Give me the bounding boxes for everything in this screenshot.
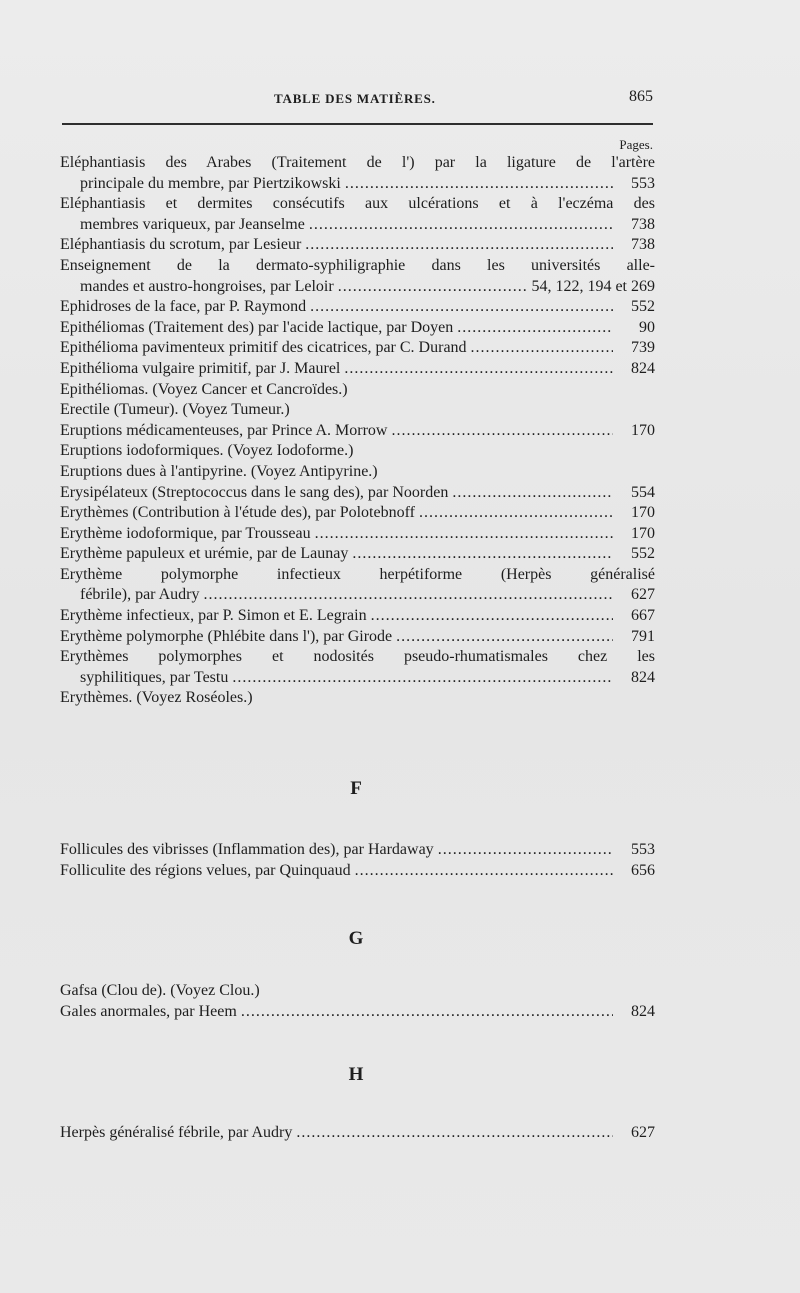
index-section — [60, 1123, 655, 1144]
dot-leader — [355, 861, 613, 882]
dot-leader — [296, 1123, 613, 1144]
entry-line — [60, 338, 655, 359]
index-entry — [60, 421, 655, 442]
entry-line — [60, 668, 655, 689]
pages-column-label: Pages. — [619, 137, 653, 152]
entry-line — [60, 688, 655, 709]
dot-leader — [204, 585, 613, 606]
entry-page-number: 667 — [631, 607, 655, 625]
entry-line — [60, 400, 655, 421]
index-entry — [60, 1002, 655, 1023]
entry-page-number: 170 — [631, 524, 655, 542]
entry-page-number: 824 — [631, 668, 655, 686]
entry-line — [60, 441, 655, 462]
entry-page-number: 824 — [631, 1002, 655, 1020]
entry-text: Ephidroses de la face, par P. Raymond — [60, 298, 307, 316]
index-entry — [60, 462, 655, 483]
entry-text: mandes et austro-hongroises, par Leloir — [80, 277, 334, 295]
entry-page-number: 656 — [631, 861, 655, 879]
entry-line — [60, 483, 655, 504]
index-entry — [60, 359, 655, 380]
entry-line — [60, 174, 655, 195]
entry-text: Erectile (Tumeur). (Voyez Tumeur.) — [60, 401, 290, 419]
index-entry — [60, 606, 655, 627]
index-section — [60, 840, 655, 881]
entry-text: Erythème infectieux, par P. Simon et E. Legrain — [60, 607, 367, 625]
index-entry — [60, 338, 655, 359]
entry-line — [60, 1123, 655, 1144]
dot-leader — [309, 215, 613, 236]
entry-page-number: 824 — [631, 359, 655, 377]
entry-line — [60, 277, 655, 298]
dot-leader — [457, 318, 613, 339]
entry-text: Gafsa (Clou de). (Voyez Clou.) — [60, 982, 260, 999]
dot-leader — [315, 524, 613, 545]
dot-leader — [438, 840, 613, 861]
running-title: TABLE DES MATIÈRES. — [274, 91, 436, 106]
entry-text: Erythème iodoformique, par Trousseau — [60, 524, 311, 542]
entry-line — [60, 215, 655, 236]
entry-page-number: 627 — [631, 1124, 655, 1141]
entry-text: Erythèmes (Contribution à l'étude des), par Polotebnoff — [60, 504, 415, 522]
entry-line — [60, 503, 655, 524]
entry-text: Herpès généralisé fébrile, par Audry — [60, 1124, 293, 1141]
index-entry — [60, 861, 655, 882]
section-letter-g: G — [348, 928, 364, 949]
entry-text: Enseignement de la dermato-syphiligraphie dans les universités alle- — [60, 256, 655, 274]
entry-page-number: 627 — [631, 586, 655, 604]
entry-page-number: 791 — [631, 627, 655, 645]
entry-line — [60, 318, 655, 339]
entry-line — [60, 840, 655, 861]
index-entry — [60, 153, 655, 194]
dot-leader — [396, 627, 613, 648]
entry-text: Erythème papuleux et urémie, par de Launay — [60, 545, 349, 563]
dot-leader — [452, 483, 613, 504]
index-entry — [60, 380, 655, 401]
entry-line — [60, 544, 655, 565]
dot-leader — [305, 235, 613, 256]
index-section — [60, 153, 655, 709]
entry-line — [60, 421, 655, 442]
index-entry — [60, 400, 655, 421]
index-entry — [60, 688, 655, 709]
index-entry — [60, 627, 655, 648]
dot-leader — [352, 544, 613, 565]
dot-leader — [338, 277, 528, 298]
entry-page-number: 553 — [631, 174, 655, 192]
index-entry — [60, 194, 655, 235]
entry-line — [60, 194, 655, 215]
index-entry — [60, 235, 655, 256]
index-section — [60, 981, 655, 1022]
index-entry — [60, 524, 655, 545]
entry-page-number: 170 — [631, 421, 655, 439]
entry-text: Eléphantiasis et dermites consécutifs aux ulcérations et à l'eczéma des — [60, 195, 655, 213]
entry-text: Follicules des vibrisses (Inflammation des), par Hardaway — [60, 841, 434, 858]
page-number: 865 — [629, 88, 653, 105]
entry-line — [60, 647, 655, 668]
dot-leader — [241, 1002, 613, 1023]
entry-text: Eruptions médicamenteuses, par Prince A. Morrow — [60, 421, 388, 439]
dot-leader — [419, 503, 613, 524]
index-entry — [60, 256, 655, 297]
entry-text: Epithéliomas (Traitement des) par l'acide lactique, par Doyen — [60, 318, 454, 336]
entry-line — [60, 359, 655, 380]
dot-leader — [232, 668, 613, 689]
index-entry — [60, 441, 655, 462]
entry-text: Epithélioma pavimenteux primitif des cicatrices, par C. Durand — [60, 339, 467, 357]
index-entry — [60, 647, 655, 688]
entry-text: Erythèmes. (Voyez Roséoles.) — [60, 689, 253, 707]
entry-text: Erythèmes polymorphes et nodosités pseudo-rhumatismales chez les — [60, 648, 655, 666]
entry-text: Erythème polymorphe infectieux herpétiforme (Herpès généralisé — [60, 565, 655, 583]
dot-leader — [471, 338, 613, 359]
entry-page-number: 170 — [631, 504, 655, 522]
entry-text: syphilitiques, par Testu — [80, 668, 229, 686]
entry-line — [60, 524, 655, 545]
index-entry — [60, 981, 655, 1002]
entry-line — [60, 606, 655, 627]
section-letter-f: F — [350, 778, 362, 799]
entry-line — [60, 235, 655, 256]
dot-leader — [391, 421, 613, 442]
entry-text: Erythème polymorphe (Phlébite dans l'), par Girode — [60, 627, 393, 645]
entry-text: Folliculite des régions velues, par Quinquaud — [60, 861, 351, 879]
dot-leader — [371, 606, 613, 627]
entry-page-number: 552 — [631, 298, 655, 316]
index-entry — [60, 840, 655, 861]
index-entry — [60, 483, 655, 504]
index-entry — [60, 503, 655, 524]
header-rule — [62, 123, 653, 125]
index-entry — [60, 1123, 655, 1144]
entry-text: Epithélioma vulgaire primitif, par J. Maurel — [60, 359, 341, 377]
index-entry — [60, 318, 655, 339]
running-head — [60, 88, 653, 112]
entry-line — [60, 380, 655, 401]
entry-line — [60, 297, 655, 318]
section-letter-h: H — [348, 1064, 364, 1085]
entry-text: fébrile), par Audry — [80, 586, 200, 604]
dot-leader — [345, 174, 613, 195]
entry-page-number: 738 — [631, 215, 655, 233]
entry-text: Gales anormales, par Heem — [60, 1002, 237, 1020]
entry-line — [60, 565, 655, 586]
entry-line — [60, 585, 655, 606]
entry-text: Eléphantiasis du scrotum, par Lesieur — [60, 236, 302, 254]
entry-text: Eléphantiasis des Arabes (Traitement de l') par la ligature de l'artère — [60, 154, 655, 171]
dot-leader — [344, 359, 613, 380]
entry-page-number: 552 — [631, 545, 655, 563]
entry-page-number: 553 — [631, 841, 655, 858]
entry-line — [60, 153, 655, 174]
entry-line — [60, 1002, 655, 1023]
entry-page-number: 739 — [631, 339, 655, 357]
entry-page-number: 90 — [639, 318, 655, 336]
index-entry — [60, 297, 655, 318]
entry-page-number: 54, 122, 194 et 269 — [531, 277, 655, 295]
entry-text: Erysipélateux (Streptococcus dans le sang des), par Noorden — [60, 483, 449, 501]
entry-text: membres variqueux, par Jeanselme — [80, 215, 305, 233]
entry-line — [60, 256, 655, 277]
entry-line — [60, 861, 655, 882]
entry-text: Eruptions dues à l'antipyrine. (Voyez Antipyrine.) — [60, 462, 378, 480]
index-entry — [60, 565, 655, 606]
dot-leader — [310, 297, 613, 318]
entry-line — [60, 627, 655, 648]
entry-line — [60, 462, 655, 483]
entry-text: principale du membre, par Piertzikowski — [80, 174, 341, 192]
entry-page-number: 554 — [631, 483, 655, 501]
entry-page-number: 738 — [631, 236, 655, 254]
entry-text: Eruptions iodoformiques. (Voyez Iodoforme.) — [60, 442, 354, 460]
index-entry — [60, 544, 655, 565]
entry-text: Epithéliomas. (Voyez Cancer et Cancroïdes.) — [60, 380, 348, 398]
entry-line — [60, 981, 655, 1002]
